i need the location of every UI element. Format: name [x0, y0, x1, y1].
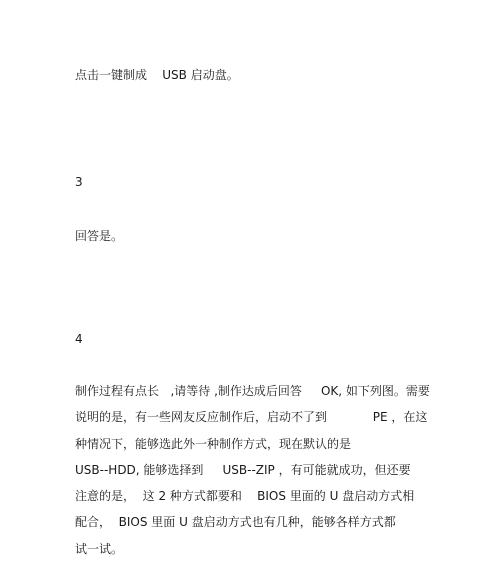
paragraph-line: 配合， BIOS 里面 U 盘启动方式也有几种，能够各样方式都 [75, 515, 396, 529]
instruction-line: 点击一键制成 USB 启动盘。 [75, 68, 239, 82]
step-number-3: 3 [75, 175, 83, 189]
step-3-text: 回答是。 [75, 229, 124, 243]
paragraph-line: 制作过程有点长 ,请等待 ,制作达成后回答 OK, 如下列图。需要 [75, 384, 430, 398]
paragraph-line: 种情况下，能够选此外一种制作方式，现在默认的是 [75, 437, 352, 451]
step-number-4: 4 [75, 332, 83, 346]
paragraph-line: 试一试。 [75, 542, 124, 556]
paragraph-line: 注意的是， 这 2 种方式都要和 BIOS 里面的 U 盘启动方式相 [75, 489, 415, 503]
paragraph-line: 说明的是，有一些网友反应制作后，启动不了到 PE ，在这 [75, 410, 428, 424]
paragraph-line: USB--HDD, 能够选择到 USB--ZIP ，有可能就成功，但还要 [75, 463, 411, 477]
